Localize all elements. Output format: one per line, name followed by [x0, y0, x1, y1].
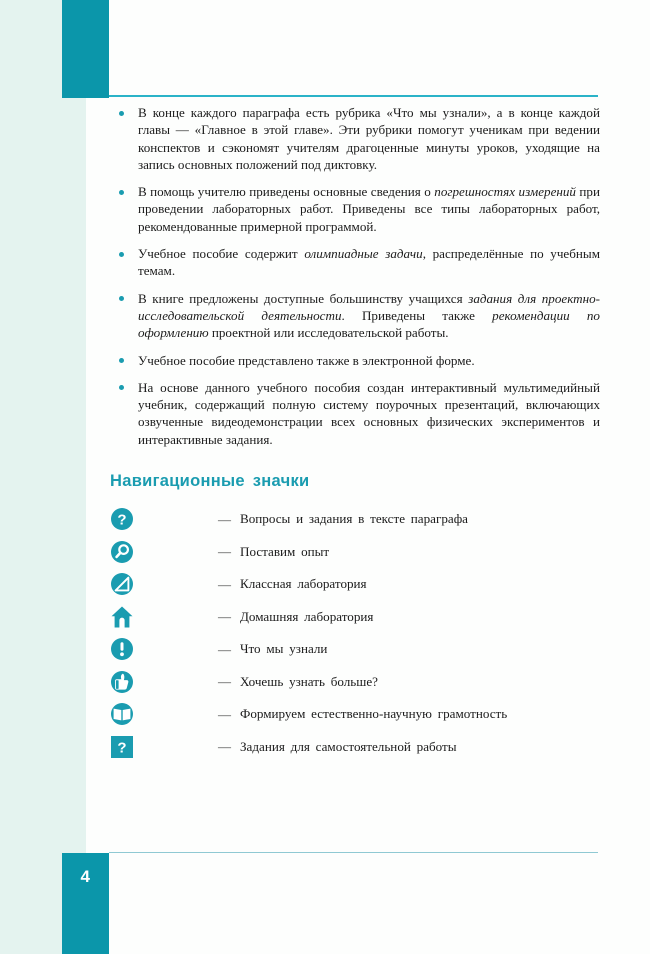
- legend-row: [110, 503, 600, 536]
- legend-dash: —: [218, 609, 231, 625]
- legend-row: [110, 536, 600, 569]
- bullet-dot-icon: [119, 190, 124, 195]
- bullet-text: В помощь учителю приведены основные сведения о: [138, 184, 435, 200]
- navigation-icons-heading: Навигационные значки: [110, 472, 310, 491]
- feature-bullet-item: [110, 245, 600, 280]
- bullet-text: при проведении лабораторных работ. Приведены все типы лабораторных работ, рекомендованные примерной программой.: [138, 184, 600, 234]
- svg-text:?: ?: [117, 739, 127, 757]
- header-accent-block: [62, 0, 109, 98]
- bullet-dot-icon: [119, 252, 124, 257]
- legend-row: [110, 666, 600, 699]
- legend-label: Что мы узнали: [240, 641, 328, 657]
- feature-bullet-item: [110, 352, 600, 369]
- legend-row: [110, 601, 600, 634]
- legend-label: Хочешь узнать больше?: [240, 673, 378, 689]
- legend-dash: —: [218, 511, 231, 527]
- legend-dash: —: [218, 674, 231, 690]
- thumbs-up-circle-icon: [110, 670, 134, 694]
- legend-label: Классная лаборатория: [240, 576, 367, 592]
- page-number-block: [62, 853, 109, 954]
- bullet-emphasis-text: рекомендации по оформлению: [138, 307, 600, 341]
- legend-dash: —: [218, 544, 231, 560]
- bullet-dot-icon: [119, 385, 124, 390]
- bullet-dot-icon: [119, 296, 124, 301]
- bullet-text: В книге предложены доступные большинству учащихся: [138, 290, 469, 306]
- bullet-text: В конце каждого параграфа есть рубрика «Что мы узнали», а в конце каждой главы — «Главное в этой главе». Эти рубрики помогут ученикам при ведении конспектов и сэкономят учителям драгоценные минуты уроков, уходящие на запись основных положений под диктовку.: [138, 105, 600, 172]
- legend-dash: —: [218, 641, 231, 657]
- legend-row: [110, 568, 600, 601]
- bullet-dot-icon: [119, 358, 124, 363]
- bullet-text: . Приведены также: [341, 307, 493, 323]
- legend-label: Задания для самостоятельной работы: [240, 738, 457, 754]
- bullet-text: , распределённые по учебным темам.: [138, 246, 600, 279]
- feature-bullet-item: [110, 290, 600, 342]
- footer-rule: [109, 852, 598, 853]
- left-margin-strip: [0, 0, 86, 954]
- svg-text:?: ?: [117, 511, 127, 529]
- bullet-text: проектной или исследовательской работы.: [208, 325, 449, 341]
- open-book-circle-icon: [110, 702, 134, 726]
- legend-row: [110, 731, 600, 764]
- legend-dash: —: [218, 576, 231, 592]
- question-square-icon: [110, 735, 134, 759]
- legend-label: Формируем естественно-научную грамотность: [240, 706, 508, 722]
- legend-label: Вопросы и задания в тексте параграфа: [240, 511, 468, 527]
- feature-bullet-item: [110, 183, 600, 235]
- legend-label: Домашняя лаборатория: [240, 608, 374, 624]
- house-icon: [110, 605, 134, 629]
- bullet-emphasis-text: задания для проектно-исследовательской деятельности: [138, 290, 601, 323]
- legend-dash: —: [218, 706, 231, 722]
- bullet-emphasis-text: погрешностях измерений: [434, 184, 576, 200]
- bullet-text: На основе данного учебного пособия создан интерактивный мультимедийный учебник, содержащий полную систему поурочных презентаций, включающих озвученные видеодемонстрации всех основных физических экспериментов и интерактивные задания.: [138, 379, 600, 447]
- bullet-dot-icon: [119, 111, 124, 116]
- ruler-circle-icon: [110, 572, 134, 596]
- question-circle-icon: [110, 507, 134, 531]
- bullet-text: Учебное пособие содержит: [138, 246, 305, 262]
- feature-bullet-list: [110, 104, 600, 448]
- bullet-emphasis-text: олимпиадные задачи: [304, 246, 423, 262]
- page-number: 4: [80, 867, 91, 886]
- feature-bullet-item: [110, 379, 600, 448]
- legend-label: Поставим опыт: [240, 543, 330, 559]
- legend-dash: —: [218, 739, 231, 755]
- header-rule: [109, 95, 598, 97]
- exclamation-circle-icon: [110, 637, 134, 661]
- page-content: [110, 104, 600, 763]
- legend-row: [110, 633, 600, 666]
- navigation-icon-legend: [110, 503, 600, 763]
- feature-bullet-item: [110, 104, 600, 173]
- bullet-text: Учебное пособие представлено также в электронной форме.: [138, 352, 475, 368]
- magnifier-circle-icon: [110, 540, 134, 564]
- legend-row: [110, 698, 600, 731]
